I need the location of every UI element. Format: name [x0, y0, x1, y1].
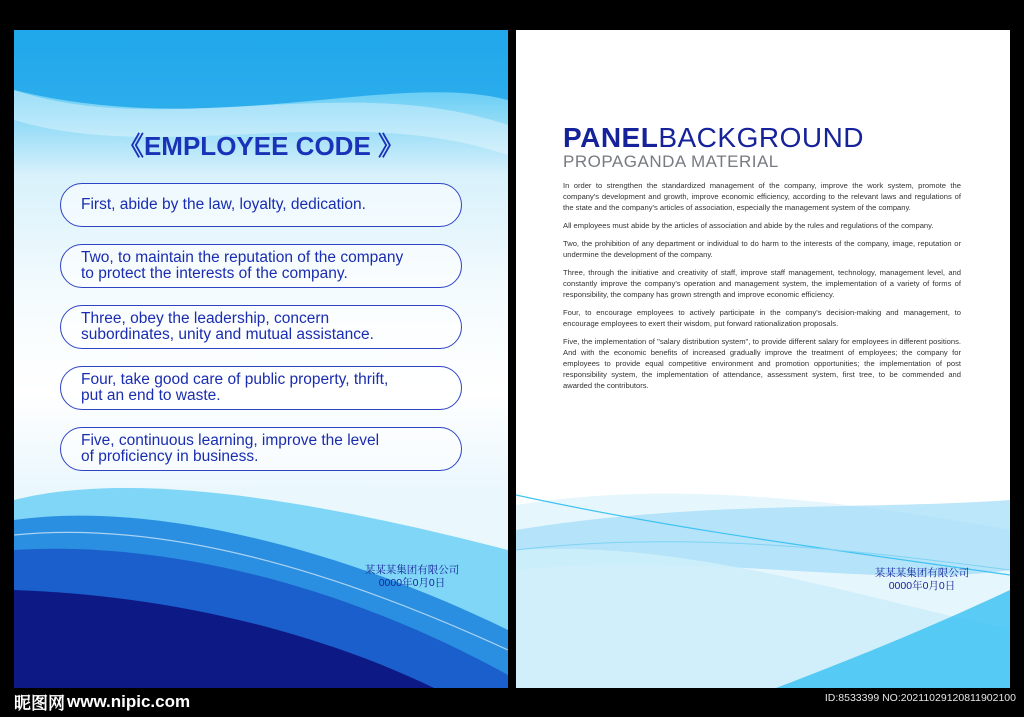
propaganda-panel: [516, 30, 1010, 688]
rule-5-line2: of proficiency in business.: [81, 448, 259, 465]
site-watermark[interactable]: [14, 689, 190, 714]
image-id-text: ID:8533399 NO:20211029120811902100: [824, 692, 1016, 704]
company-date: 0000年0月0日: [378, 577, 446, 589]
employee-code-title: 《EMPLOYEE CODE 》: [117, 131, 405, 161]
rule-box-3: [60, 305, 462, 349]
rule-5-line1: Five, continuous learning, improve the level: [81, 432, 380, 449]
rule-box-5: [60, 427, 462, 471]
company-signature: [352, 564, 472, 590]
rule-box-1: [60, 183, 462, 227]
company-name: 某某某集团有限公司: [874, 567, 970, 579]
body-text: [563, 180, 961, 398]
rule-box-4: [60, 366, 462, 410]
paragraph-4: Three, through the initiative and creativity of staff, improve staff management, technology, management level, and constantly improve the company's operation and management system, the implementation of a variety of forms of responsibility, the company has grown strength and improve economic efficiency.: [563, 268, 961, 299]
company-signature: [862, 567, 982, 593]
rule-3-line1: Three, obey the leadership, concern: [81, 310, 330, 327]
rule-4-line2: put an end to waste.: [81, 387, 221, 404]
rule-1-line1: First, abide by the law, loyalty, dedication.: [81, 196, 366, 213]
panel-title: [563, 122, 864, 154]
nipic-logo: 昵图网: [14, 694, 65, 713]
rule-2-line1: Two, to maintain the reputation of the company: [81, 249, 404, 266]
paragraph-3: Two, the prohibition of any department or individual to do harm to the interests of the company, image, reputation or undermine the development of the company.: [563, 239, 961, 259]
panel-heading: [563, 122, 864, 172]
paragraph-1: In order to strengthen the standardized management of the company, improve the work system, promote the company's development and growth, improve economic efficiency, according to the relevant laws and regulations of the state and the company's articles of association, especially the management system of the company.: [563, 181, 961, 212]
panel-title-light: BACKGROUND: [658, 122, 865, 153]
panel-subtitle: PROPAGANDA MATERIAL: [563, 152, 779, 171]
site-url[interactable]: www.nipic.com: [67, 691, 191, 711]
rule-3-line2: subordinates, unity and mutual assistance.: [81, 326, 374, 343]
employee-code-panel: [14, 30, 508, 688]
rule-4-line1: Four, take good care of public property, thrift,: [81, 371, 389, 388]
panel-title-bold: PANEL: [563, 122, 659, 153]
paragraph-2: All employees must abide by the articles of association and abide by the rules and regulations of the company.: [563, 221, 934, 230]
paragraph-6: Five, the implementation of "salary distribution system", to provide different salary for employees in different positions. And with the economic benefits of increased gradually improve the treatment of employees; the company for employees to provide equal competitive environment and promotion opportunities; the implementation of post responsibility system, the implementation of attendance, assessment system, first tree, to be commended and awarded the contributors.: [563, 337, 961, 390]
rule-box-2: [60, 244, 462, 288]
company-date: 0000年0月0日: [888, 580, 956, 592]
paragraph-5: Four, to encourage employees to actively participate in the company's decision-making and management, to encourage employees to exert their wisdom, put forward rationalization proposals.: [563, 308, 961, 328]
rule-2-line2: to protect the interests of the company.: [81, 265, 348, 282]
company-name: 某某某集团有限公司: [364, 564, 460, 576]
